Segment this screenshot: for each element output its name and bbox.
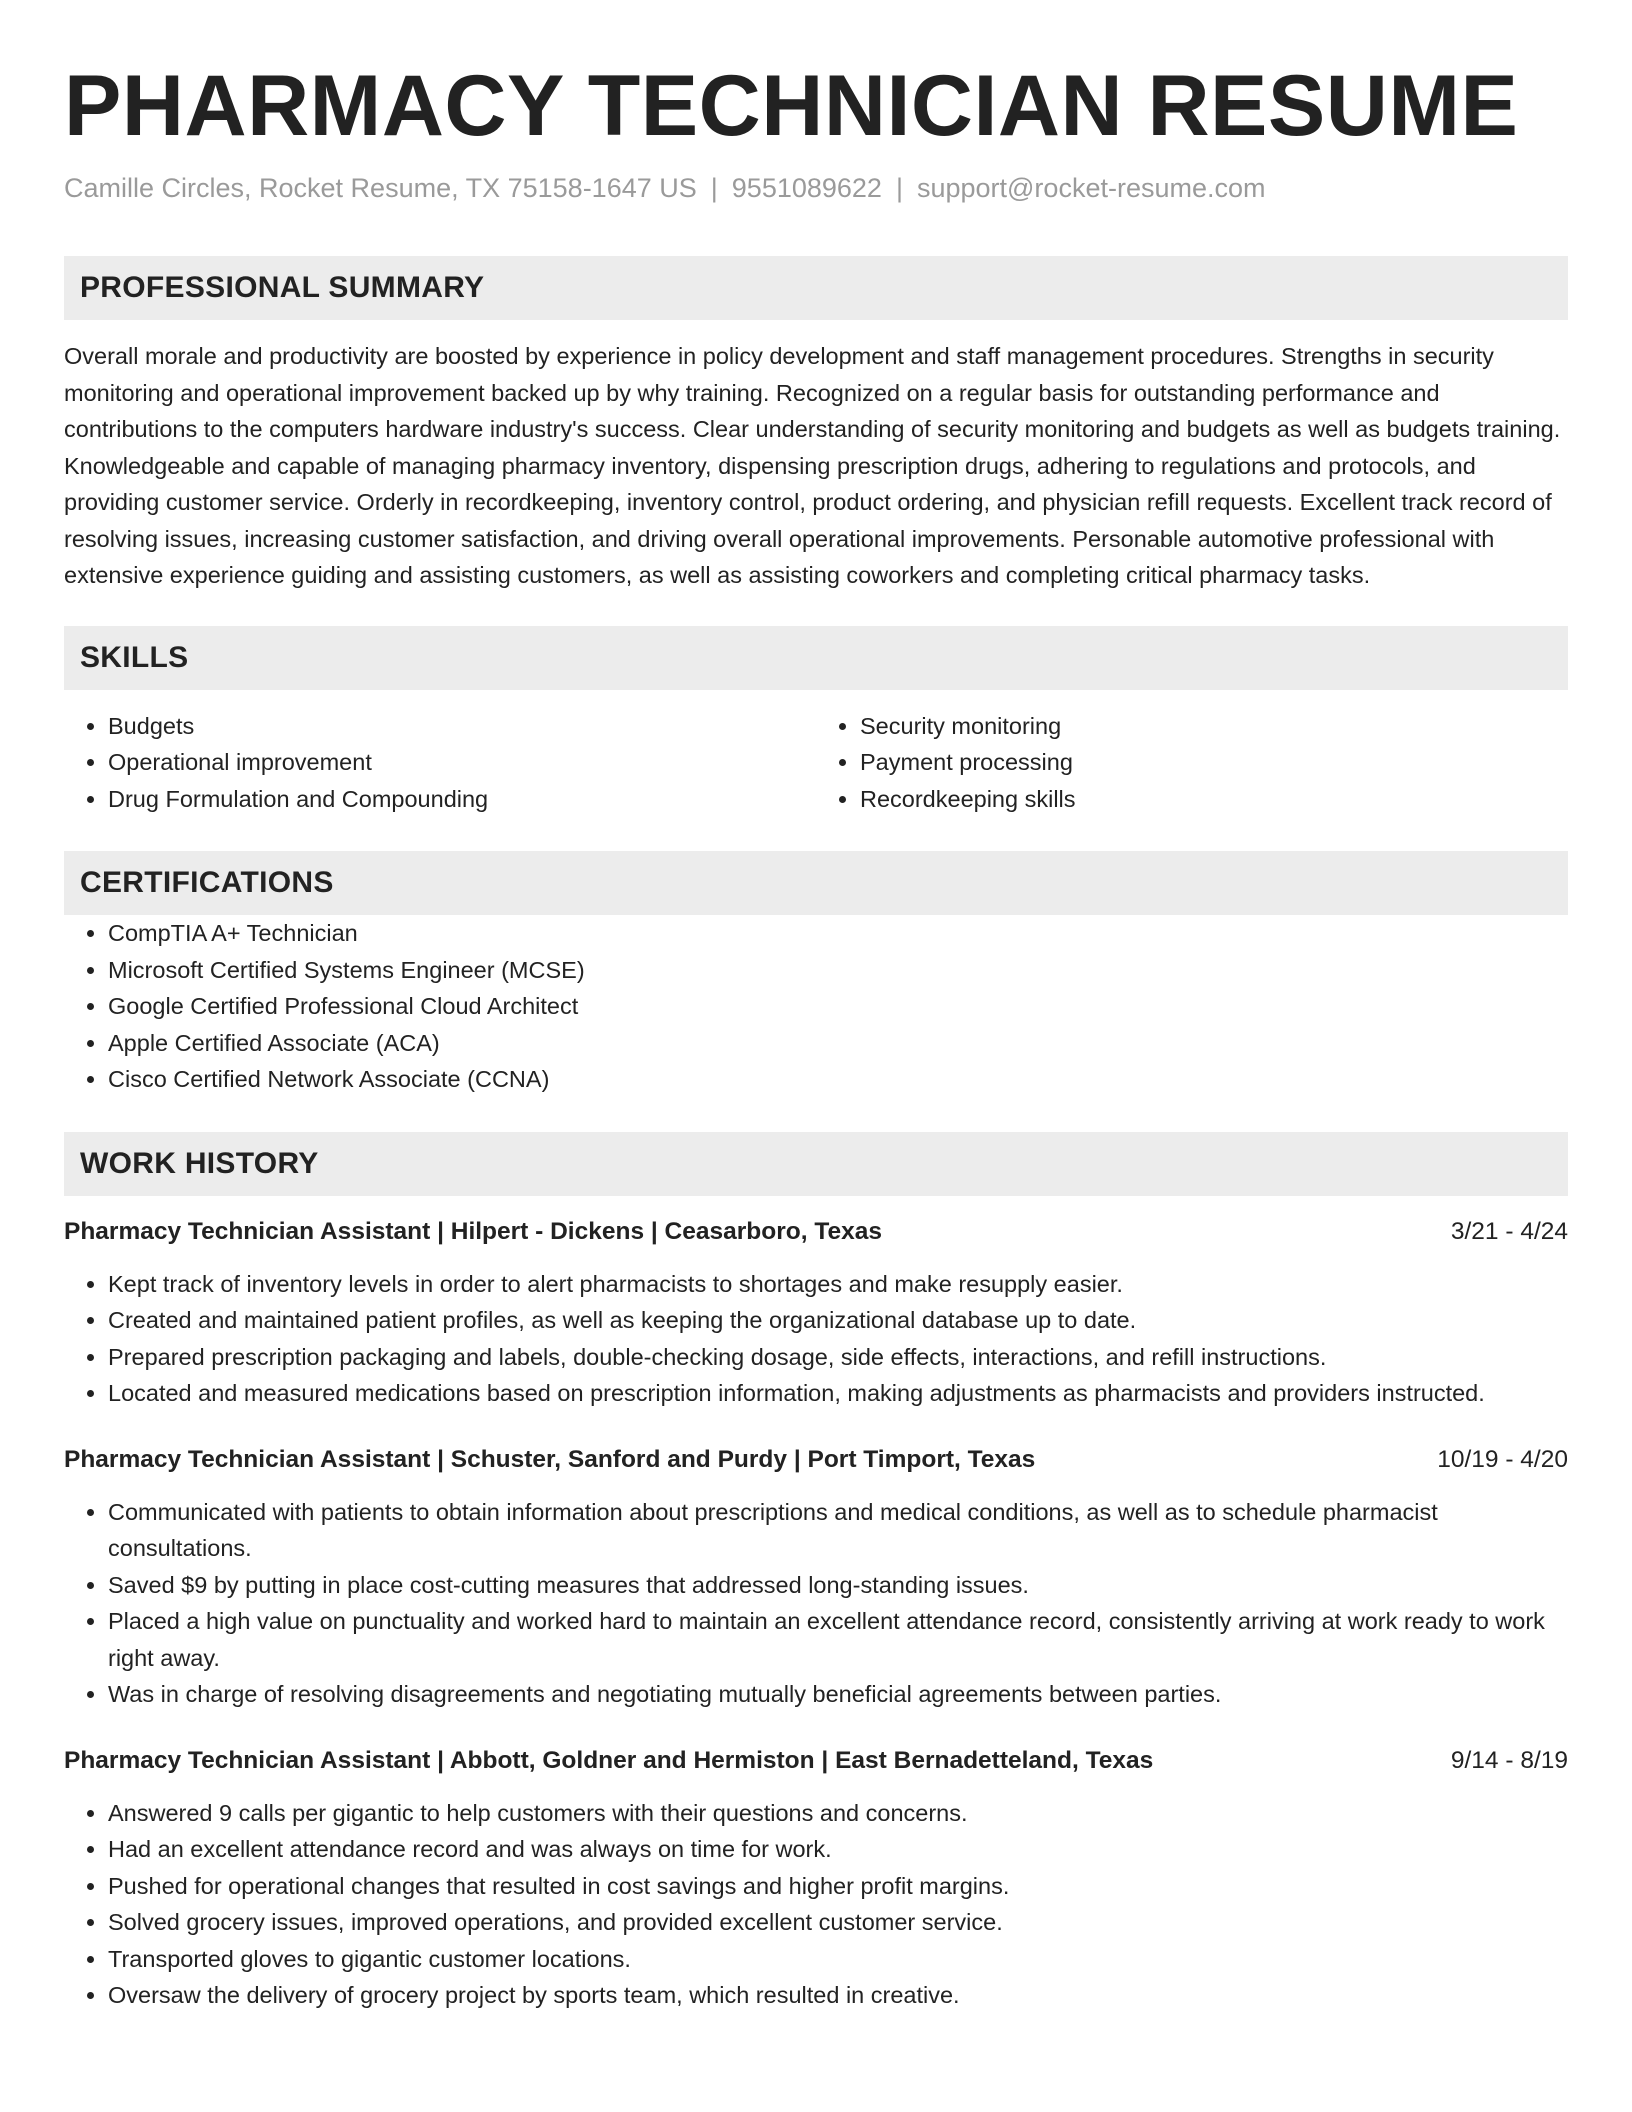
resume-title: PHARMACY TECHNICIAN RESUME	[64, 58, 1519, 154]
job-bullet: • Pushed for operational changes that resulted in cost savings and higher profit margins.	[108, 1868, 1568, 1905]
skill-item: • Budgets	[108, 708, 816, 745]
job-title: Pharmacy Technician Assistant | Hilpert - Dickens | Ceasarboro, Texas	[64, 1217, 882, 1245]
job-entry	[64, 1743, 1568, 2014]
job-bullet: • Saved $9 by putting in place cost-cutting measures that addressed long-standing issues.	[108, 1567, 1568, 1604]
job-header	[64, 1442, 1568, 1478]
job-entry	[64, 1442, 1568, 1713]
job-bullets	[64, 1266, 1568, 1412]
contact-email: support@rocket-resume.com	[916, 173, 1266, 203]
skill-item: • Recordkeeping skills	[860, 781, 1568, 818]
job-dates: 10/19 - 4/20	[1437, 1445, 1568, 1473]
skill-item: • Operational improvement	[108, 744, 816, 781]
skill-item: • Drug Formulation and Compounding	[108, 781, 816, 818]
job-bullet: • Created and maintained patient profiles, as well as keeping the organizational database up to date.	[108, 1302, 1568, 1339]
contact-separator: |	[710, 173, 718, 203]
certification-item: • Microsoft Certified Systems Engineer (MCSE)	[108, 952, 1568, 989]
section-header-skills: SKILLS	[64, 626, 1568, 690]
certification-item: • Google Certified Professional Cloud Architect	[108, 988, 1568, 1025]
section-header-summary: PROFESSIONAL SUMMARY	[64, 256, 1568, 320]
job-bullet: • Prepared prescription packaging and labels, double-checking dosage, side effects, interactions, and refill instructions.	[108, 1339, 1568, 1376]
job-header	[64, 1214, 1568, 1250]
job-entry	[64, 1214, 1568, 1412]
skill-item: • Security monitoring	[860, 708, 1568, 745]
summary-text: Overall morale and productivity are boosted by experience in policy development and staff management procedures. Strengths in security monitoring and operational improvement backed up by why training. Recognized on a regular basis for outstanding performance and contributions to the computers hardware industry's success. Clear understanding of security monitoring and budgets as well as budgets training. Knowledgeable and capable of managing pharmacy inventory, dispensing prescription drugs, adhering to regulations and protocols, and providing customer service. Orderly in recordkeeping, inventory control, product ordering, and physician refill requests. Excellent track record of resolving issues, increasing customer satisfaction, and driving overall operational improvements. Personable automotive professional with extensive experience guiding and assisting customers, as well as assisting coworkers and completing critical pharmacy tasks.	[64, 343, 1561, 588]
job-bullet: • Answered 9 calls per gigantic to help customers with their questions and concerns.	[108, 1795, 1568, 1832]
job-bullets	[64, 1795, 1568, 2014]
job-header	[64, 1743, 1568, 1779]
job-title: Pharmacy Technician Assistant | Schuster, Sanford and Purdy | Port Timport, Texas	[64, 1445, 1036, 1473]
job-bullet: • Had an excellent attendance record and was always on time for work.	[108, 1831, 1568, 1868]
job-bullets	[64, 1494, 1568, 1713]
job-bullet: • Was in charge of resolving disagreements and negotiating mutually beneficial agreements between parties.	[108, 1676, 1568, 1713]
contact-line	[64, 170, 1568, 206]
skills-grid	[64, 708, 1568, 818]
job-bullet: • Oversaw the delivery of grocery project by sports team, which resulted in creative.	[108, 1977, 1568, 2014]
certifications-list	[64, 915, 1568, 1098]
contact-phone: 9551089622	[731, 173, 882, 203]
contact-separator: |	[895, 173, 903, 203]
section-header-work-history: WORK HISTORY	[64, 1132, 1568, 1196]
skills-column-left	[64, 708, 816, 818]
job-bullet: • Transported gloves to gigantic customer locations.	[108, 1941, 1568, 1978]
certification-item: • Apple Certified Associate (ACA)	[108, 1025, 1568, 1062]
skills-column-right	[816, 708, 1568, 818]
job-dates: 9/14 - 8/19	[1450, 1746, 1568, 1774]
job-title: Pharmacy Technician Assistant | Abbott, Goldner and Hermiston | East Bernadetteland, Texas	[64, 1746, 1154, 1774]
certification-item: • CompTIA A+ Technician	[108, 915, 1568, 952]
job-bullet: • Placed a high value on punctuality and worked hard to maintain an excellent attendance record, consistently arriving at work ready to work right away.	[108, 1603, 1568, 1676]
job-dates: 3/21 - 4/24	[1450, 1217, 1568, 1245]
job-bullet: • Kept track of inventory levels in order to alert pharmacists to shortages and make resupply easier.	[108, 1266, 1568, 1303]
certification-item: • Cisco Certified Network Associate (CCNA)	[108, 1061, 1568, 1098]
contact-address: Camille Circles, Rocket Resume, TX 75158-1647 US	[64, 173, 697, 203]
job-bullet: • Solved grocery issues, improved operations, and provided excellent customer service.	[108, 1904, 1568, 1941]
job-bullet: • Located and measured medications based on prescription information, making adjustments as pharmacists and providers instructed.	[108, 1375, 1568, 1412]
skill-item: • Payment processing	[860, 744, 1568, 781]
job-bullet: • Communicated with patients to obtain information about prescriptions and medical conditions, as well as to schedule pharmacist consultations.	[108, 1494, 1568, 1567]
section-header-certifications: CERTIFICATIONS	[64, 851, 1568, 915]
